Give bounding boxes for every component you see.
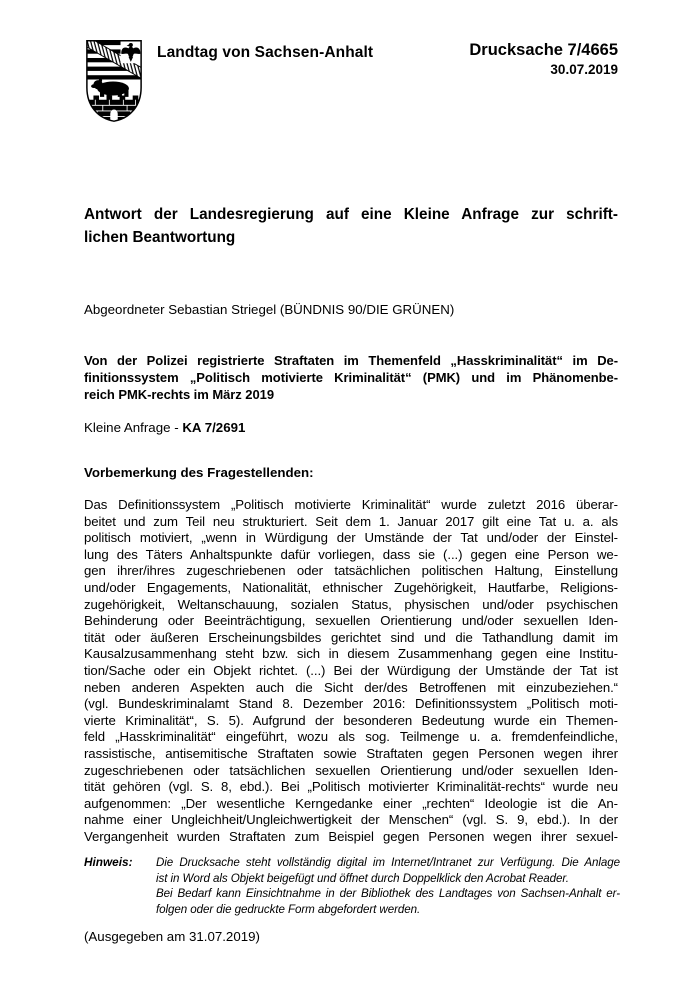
subject-title (84, 352, 618, 403)
issued-line: (Ausgegeben am 31.07.2019) (84, 929, 260, 944)
subject-line: Von der Polizei registrierte Straftaten im Themenfeld „Hasskriminalität“ im De- (84, 353, 618, 368)
body-line: Vergangenheit wurden Straftaten zum Beispiel gegen Personen wegen ihrer sexuel- (84, 828, 618, 844)
body-line: neben anderen Aspekten auch die Sicht der/des Betroffenen mit einzubeziehen.“ (84, 679, 618, 695)
body-line: Kausalzusammenhang steht bzw. sich in diesem Zusammenhang gegen eine Institu- (84, 646, 618, 662)
body-line: lung des Täters Anhaltspunkte dafür vorliegen, dass sie (...) gegen eine Person we- (84, 546, 618, 562)
body-line: tität oder äußeren Erscheinungsbildes gerichtet sind und die Tathandlung damit im (84, 629, 618, 645)
request-line (84, 420, 618, 435)
document-meta (469, 40, 618, 78)
hint-paragraph-2 (156, 886, 620, 917)
body-line: tität gehören (vgl. S. 8, ebd.). Bei „Politisch motivierter Kriminalität-rechts“ wurde neu (84, 779, 618, 795)
sachsen-anhalt-coat-of-arms-icon (84, 38, 144, 124)
title-line: Antwort der Landesregierung auf eine Kleine Anfrage zur schrift- (84, 206, 618, 223)
body-line: politisch motiviert, „wenn in Würdigung der Umstände der Tat und/oder der Einstel- (84, 530, 618, 546)
hint-line: folgen oder die gedruckte Form abgefordert werden. (156, 903, 421, 917)
body-line: gen ihrer/ihres zugeschriebenen oder tatsächlichen politischen Haltung, Einstellung (84, 563, 618, 579)
body-line: aufgenommen: „Der wesentliche Kerngedanke einer „rechten“ Ideologie ist die An- (84, 795, 618, 811)
request-number: KA 7/2691 (182, 420, 246, 435)
document-date: 30.07.2019 (550, 62, 618, 77)
request-prefix: Kleine Anfrage - (84, 420, 183, 435)
subject-line: reich PMK-rechts im März 2019 (84, 387, 275, 402)
body-line: zugeschriebenen oder tatsächlichen sexuellen Orientierung und/oder sexuellen Iden- (84, 762, 618, 778)
body-line: tion/Sache oder ein Objekt richtet. (...) Bei der Würdigung der Umstände der Tat ist (84, 662, 618, 678)
body-line: rassistische, antisemitische Straftaten sowie Straftaten gegen Personen wegen ihrer (84, 745, 618, 761)
body-line: Das Definitionssystem „Politisch motivierte Kriminalität“ wurde zuletzt 2016 überar- (84, 497, 618, 512)
document-title (84, 203, 618, 249)
hint-paragraph-1 (156, 855, 620, 886)
hint-label: Hinweis: (84, 855, 133, 869)
body-line: (vgl. Bundeskriminalamt Stand 8. Dezember 2016: Definitionssystem „Politisch moti- (84, 696, 618, 712)
body-line: beitet und zum Teil neu strukturiert. Seit dem 1. Januar 2017 gilt eine Tat u. a. als (84, 513, 618, 529)
section-heading: Vorbemerkung des Fragestellenden: (84, 465, 314, 480)
body-line: Behinderung oder Beeinträchtigung, sexuellen Orientierung und/oder sexuellen Iden- (84, 613, 618, 629)
subject-line: finitionssystem „Politisch motivierte Kriminalität“ (PMK) und im Phänomenbe- (84, 370, 618, 385)
body-line: vierte Kriminalität“, S. 5). Aufgrund der besonderen Bedeutung wurde ein Themen- (84, 712, 618, 728)
body-line: zugehörigkeit, Weltanschauung, sozialen Status, physischen und/oder psychischen (84, 596, 618, 612)
body-line: feld „Hasskriminalität“ eingeführt, wozu als sog. Teilmenge u. a. fremdenfeindliche, (84, 729, 618, 745)
hint-text (156, 855, 620, 918)
hint-line: Die Drucksache steht vollständig digital im Internet/Intranet zur Verfügung. Die Anlage (156, 856, 620, 869)
hint-line: ist in Word als Objekt beigefügt und öffnet durch Doppelklick den Acrobat Reader. (156, 871, 569, 885)
title-line: lichen Beantwortung (84, 229, 236, 246)
body-line: nahme einer Ungleichheit/Ungleichwertigkeit der Menschen“ (vgl. S. 9, ebd.). In der (84, 812, 618, 828)
author-line: Abgeordneter Sebastian Striegel (BÜNDNIS 90/DIE GRÜNEN) (84, 302, 455, 317)
body-paragraph (84, 497, 618, 845)
institution-name: Landtag von Sachsen-Anhalt (157, 44, 374, 61)
body-line: und/oder Engagements, Nationalität, ethnischer Zugehörigkeit, Hautfarbe, Religions- (84, 579, 618, 595)
document-number: Drucksache 7/4665 (469, 41, 618, 59)
hint-line: Bei Bedarf kann Einsichtnahme in der Bibliothek des Landtages von Sachsen-Anhalt er- (156, 887, 620, 901)
